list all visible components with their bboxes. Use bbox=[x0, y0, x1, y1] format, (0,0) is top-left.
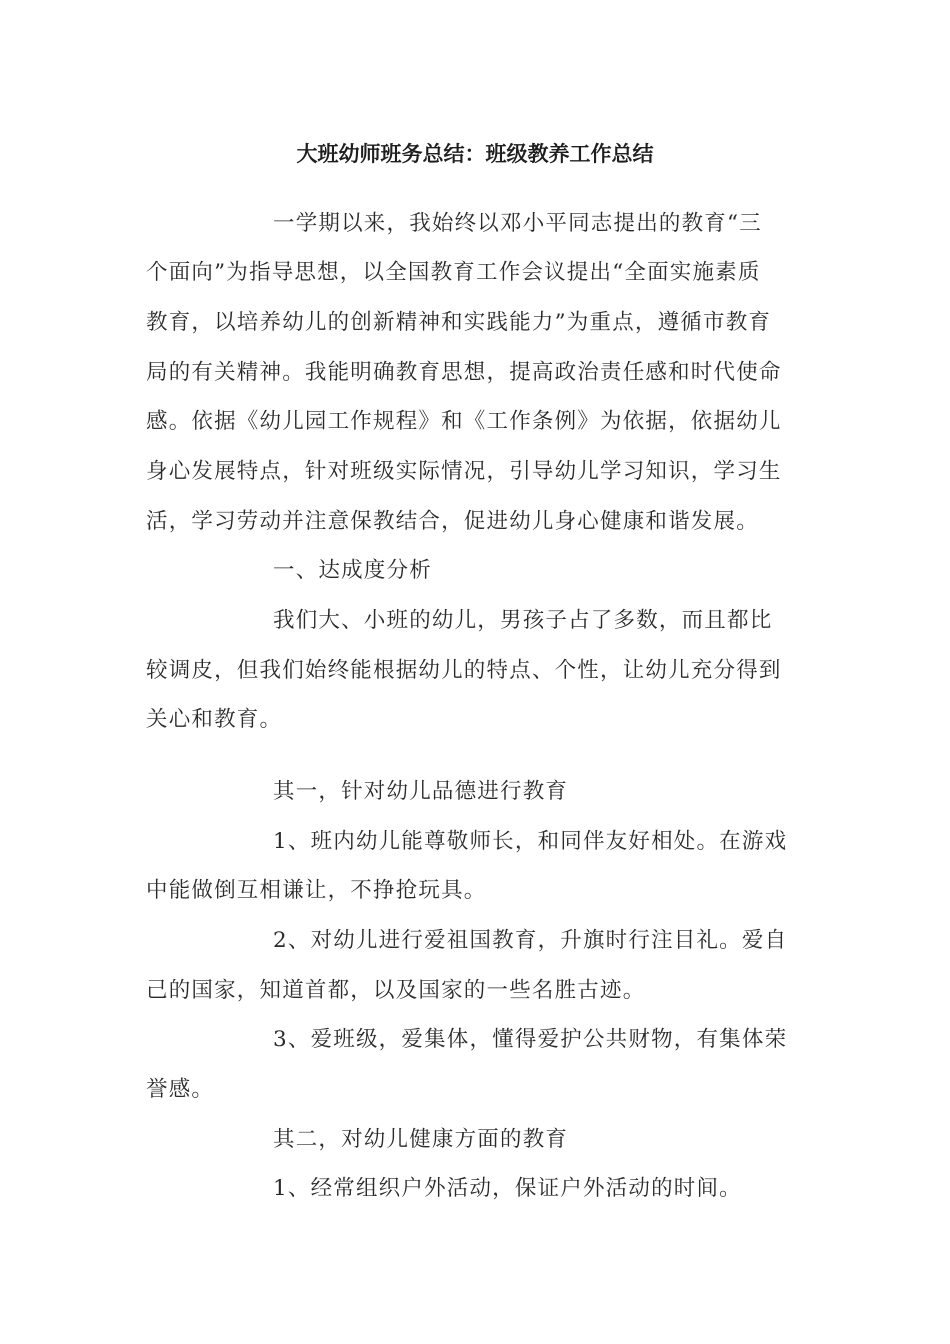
subsection-heading: 其二，对幼儿健康方面的教育 bbox=[273, 1127, 569, 1152]
paragraph-line: 个面向”为指导思想，以全国教育工作会议提出“全面实施素质 bbox=[146, 260, 761, 285]
list-item-line: 中能做倒互相谦让，不挣抢玩具。 bbox=[146, 878, 487, 903]
section-heading: 一、达成度分析 bbox=[273, 558, 432, 583]
list-item-line: 1、班内幼儿能尊敬师长，和同伴友好相处。在游戏 bbox=[273, 829, 788, 854]
list-item-line: 3、爱班级，爱集体，懂得爱护公共财物，有集体荣 bbox=[273, 1027, 788, 1052]
document-title: 大班幼师班务总结：班级教养工作总结 bbox=[296, 142, 654, 166]
paragraph-line: 关心和教育。 bbox=[146, 707, 283, 732]
list-item-line: 1、经常组织户外活动，保证户外活动的时间。 bbox=[273, 1176, 742, 1201]
subsection-heading: 其一，针对幼儿品德进行教育 bbox=[273, 779, 569, 804]
paragraph-line: 较调皮，但我们始终能根据幼儿的特点、个性，让幼儿充分得到 bbox=[146, 658, 782, 683]
paragraph-line: 局的有关精神。我能明确教育思想，提高政治责任感和时代使命 bbox=[146, 360, 782, 385]
paragraph-line: 感。依据《幼儿园工作规程》和《工作条例》为依据，依据幼儿 bbox=[146, 409, 782, 434]
paragraph-line: 教育，以培养幼儿的创新精神和实践能力”为重点，遵循市教育 bbox=[146, 310, 772, 335]
paragraph-line: 身心发展特点，针对班级实际情况，引导幼儿学习知识，学习生 bbox=[146, 459, 782, 484]
list-item-line: 己的国家，知道首都，以及国家的一些名胜古迹。 bbox=[146, 978, 646, 1003]
list-item-line: 誉感。 bbox=[146, 1077, 215, 1102]
paragraph-line: 活，学习劳动并注意保教结合，促进幼儿身心健康和谐发展。 bbox=[146, 509, 759, 534]
list-item-line: 2、对幼儿进行爱祖国教育，升旗时行注目礼。爱自 bbox=[273, 928, 788, 953]
paragraph-line: 一学期以来，我始终以邓小平同志提出的教育“三 bbox=[273, 211, 762, 236]
paragraph-line: 我们大、小班的幼儿，男孩子占了多数，而且都比 bbox=[273, 608, 773, 633]
